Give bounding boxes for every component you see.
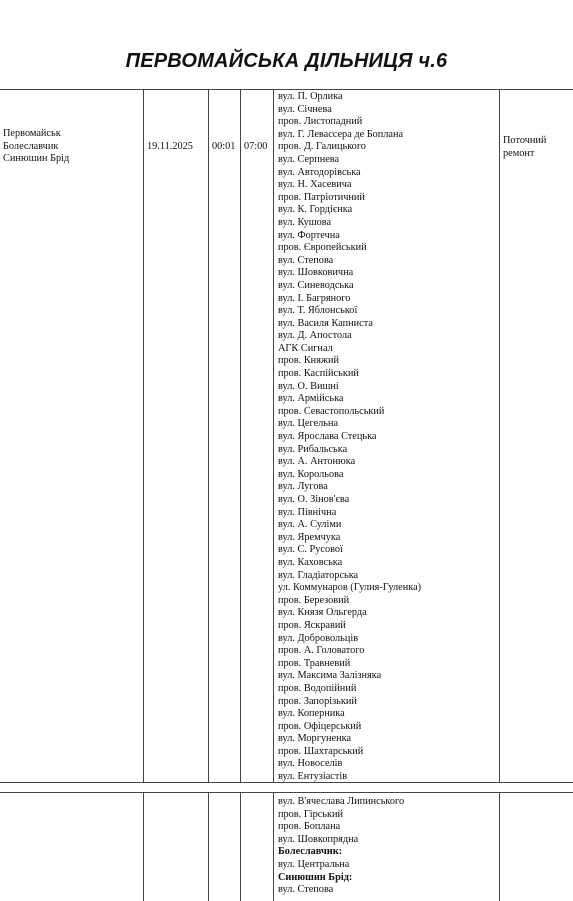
street-item: вул. Серпнева: [278, 153, 340, 165]
work-type-line: Поточний: [503, 135, 547, 146]
street-item: вул. В'ячеслава Липинського: [278, 796, 405, 807]
column-divider: [143, 793, 144, 901]
street-item: вул. К. Гордієнка: [278, 204, 353, 216]
street-item: вул. Князя Ольгерда: [278, 607, 367, 619]
street-item: вул. Степова: [278, 884, 334, 896]
street-item: вул. Фортечна: [278, 229, 340, 241]
column-divider: [273, 90, 274, 782]
date-cell: 19.11.2025: [147, 141, 193, 152]
street-item: вул. І. Багряного: [278, 292, 351, 304]
street-item: вул. П. Орлика: [278, 91, 343, 102]
street-item: вул. Моргуненка: [278, 733, 352, 745]
street-item: вул. Шовковична: [278, 267, 354, 279]
column-divider: [499, 90, 500, 782]
street-item: вул. Армійська: [278, 393, 344, 405]
street-item: пров. Каспійський: [278, 368, 359, 380]
street-item: вул. Степова: [278, 254, 334, 266]
street-item: пров. Шахтарський: [278, 745, 364, 757]
outage-table-row-continued: [0, 792, 573, 901]
street-item: вул. Г. Левассера де Боплана: [278, 128, 404, 140]
street-item: вул. Гладіаторська: [278, 569, 359, 581]
street-item: пров. Запорізький: [278, 695, 357, 707]
street-item: пров. Патріотичний: [278, 191, 365, 203]
street-item: вул. Рибальська: [278, 443, 348, 455]
street-item: вул. Лугова: [278, 481, 328, 493]
street-item: вул. Яремчука: [278, 531, 341, 543]
street-item: ул. Коммунаров (Гулия-Гуленка): [278, 582, 422, 594]
street-item: вул. Синеводська: [278, 279, 354, 291]
street-item: АГК Сигнал: [278, 342, 333, 354]
street-item: вул. Кушова: [278, 216, 332, 228]
street-item: пров. Яскравий: [278, 619, 346, 631]
street-item: вул. А. Суліми: [278, 519, 342, 531]
street-item: вул. Т. Яблонської: [278, 305, 358, 317]
work-type-line: ремонт: [503, 147, 535, 159]
street-item: пров. Д. Галицького: [278, 141, 366, 153]
column-divider: [240, 793, 241, 901]
locality-line: Синюшин Брід: [3, 153, 70, 165]
street-item: вул. Корольова: [278, 468, 344, 480]
street-item: вул. Центральна: [278, 858, 350, 870]
column-divider: [273, 793, 274, 901]
work-type-cell: [503, 135, 546, 160]
locality-line: Болеславчик: [3, 140, 59, 152]
column-divider: [208, 90, 209, 782]
street-item: пров. Княжий: [278, 355, 340, 367]
street-item: пров. Севастопольський: [278, 405, 385, 417]
street-item: пров. Боплана: [278, 821, 341, 833]
street-item: вул. Добровольців: [278, 632, 359, 644]
column-divider: [143, 90, 144, 782]
street-item: пров. Травневий: [278, 657, 351, 669]
street-item: пров. А. Головатого: [278, 645, 365, 657]
street-item: вул. Ярослава Стецька: [278, 431, 377, 443]
time-start-cell: 00:01: [212, 141, 236, 152]
street-item: вул. Василя Капниста: [278, 317, 373, 329]
locality-cell: [3, 128, 69, 166]
street-item: вул. Ентузіастів: [278, 771, 348, 783]
street-item: вул. Автодорівська: [278, 166, 361, 178]
street-item: пров. Березовий: [278, 594, 350, 606]
street-item: вул. С. Русової: [278, 544, 343, 556]
locality-line: Первомайськ: [3, 128, 61, 139]
outage-table-row: [0, 89, 573, 783]
street-item: вул. О. Зінов'єва: [278, 494, 350, 505]
column-divider: [499, 793, 500, 901]
column-divider: [240, 90, 241, 782]
streets-list-continued: [278, 796, 404, 897]
street-item: вул. Цегельна: [278, 418, 339, 430]
page-title: ПЕРВОМАЙСЬКА ДІЛЬНИЦЯ ч.6: [125, 50, 448, 72]
street-item: вул. Січнева: [278, 103, 332, 115]
street-item: вул. Коперника: [278, 708, 345, 720]
street-item: вул. Д. Апостола: [278, 330, 352, 342]
streets-list: [278, 91, 421, 784]
street-item: вул. О. Вишні: [278, 380, 339, 392]
time-end-cell: 07:00: [244, 141, 268, 152]
street-item: пров. Водопійний: [278, 682, 357, 694]
street-item: вул. Н. Хасевича: [278, 179, 352, 191]
locality-heading: Болеславчик:: [278, 846, 343, 858]
street-item: пров. Європейський: [278, 242, 367, 254]
street-item: вул. Північна: [278, 506, 337, 518]
street-item: вул. Новоселів: [278, 758, 343, 770]
street-item: вул. Максима Залізняка: [278, 670, 382, 682]
street-item: вул. А. Антонюка: [278, 456, 356, 468]
street-item: вул. Шовкопрядна: [278, 833, 359, 845]
locality-heading: Синюшин Брід:: [278, 871, 353, 883]
column-divider: [208, 793, 209, 901]
street-item: пров. Офіцерський: [278, 720, 362, 732]
street-item: вул. Каховська: [278, 556, 343, 568]
street-item: пров. Листопадний: [278, 116, 363, 128]
street-item: пров. Гірський: [278, 808, 344, 820]
